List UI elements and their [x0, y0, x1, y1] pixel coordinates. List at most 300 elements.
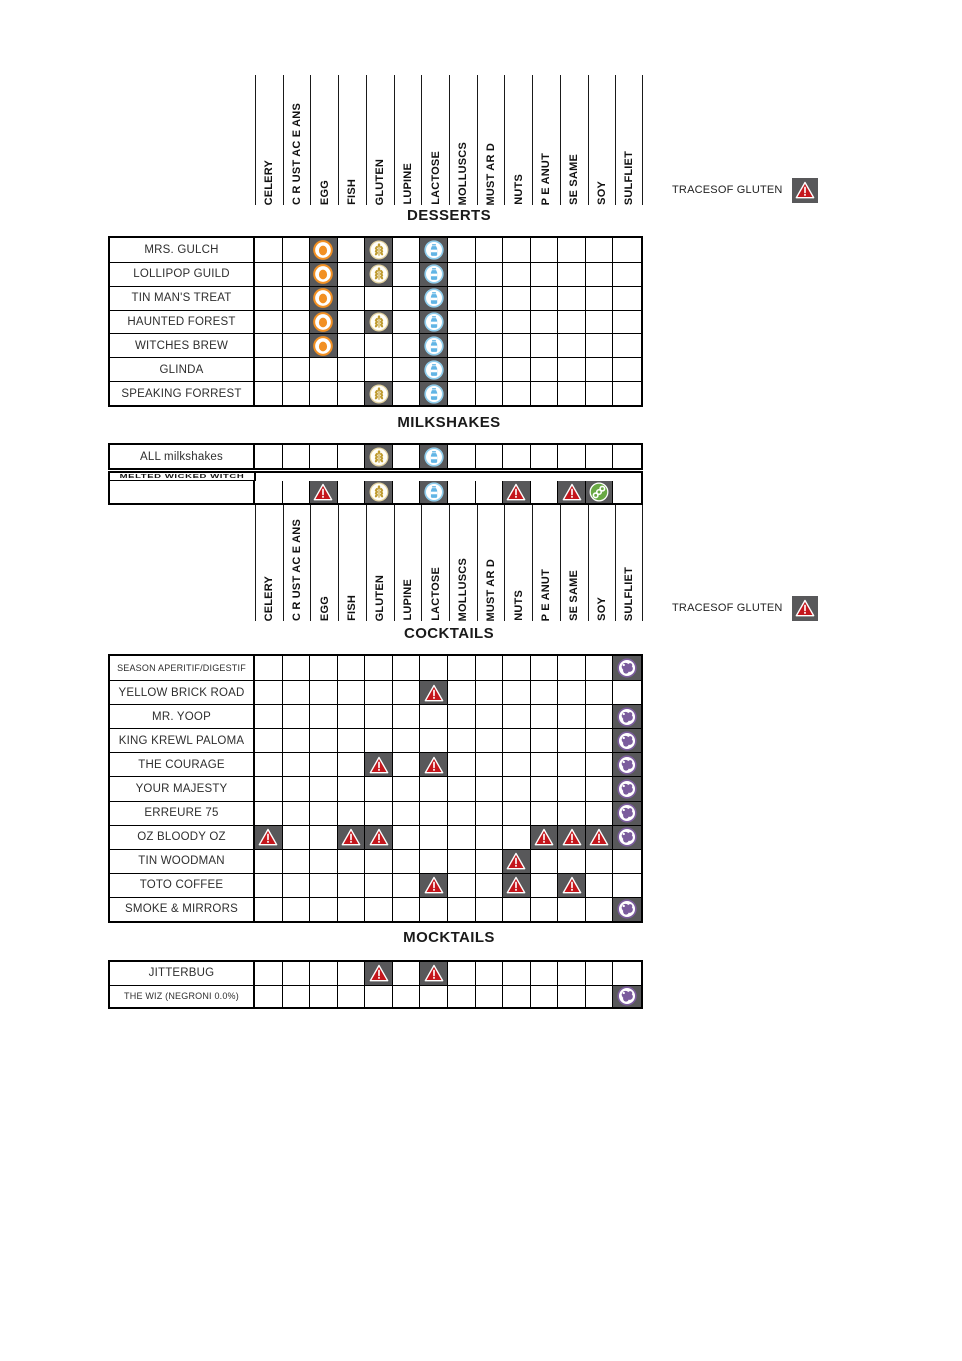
- traces-warning-icon: [506, 876, 526, 894]
- table-row: [110, 962, 641, 985]
- allergen-cell: [255, 445, 283, 468]
- allergen-cell: [420, 849, 448, 873]
- allergen-column-label: C R UST AC E ANS: [291, 102, 304, 205]
- allergen-cell: [558, 481, 586, 503]
- allergen-cell: [310, 825, 338, 849]
- allergen-cell: [283, 962, 311, 985]
- allergen-cell: [531, 357, 559, 381]
- allergen-column-label: FISH: [346, 179, 359, 205]
- allergen-column-header: [449, 505, 477, 621]
- table-row: [110, 849, 641, 873]
- allergen-column-label: LUPINE: [401, 163, 414, 205]
- traces-warning-icon: [534, 828, 554, 846]
- allergen-cell: [448, 897, 476, 921]
- allergen-cell: [365, 286, 393, 310]
- allergen-cell: [310, 962, 338, 985]
- allergen-cell: [476, 481, 504, 503]
- allergen-cell: [310, 985, 338, 1008]
- lactose-allergen-icon: [424, 312, 444, 332]
- table-row: [110, 776, 641, 800]
- allergen-cell: [420, 238, 448, 262]
- allergen-cell: [365, 985, 393, 1008]
- gluten-allergen-icon: [369, 264, 389, 284]
- allergen-column-header: [615, 505, 643, 621]
- allergen-cell: [586, 286, 614, 310]
- allergen-cell: [420, 381, 448, 405]
- allergen-cell: [503, 776, 531, 800]
- gluten-allergen-icon: [369, 240, 389, 260]
- allergen-cell: [310, 897, 338, 921]
- allergen-cell: [310, 445, 338, 468]
- gluten-allergen-icon: [369, 482, 389, 502]
- allergen-column-label: CELERY: [263, 575, 276, 621]
- allergen-cell: [503, 481, 531, 503]
- allergen-cell: [613, 656, 641, 680]
- allergen-cell: [338, 825, 366, 849]
- sulphites-allergen-icon: [617, 658, 637, 678]
- allergen-column-label: MOLLUSCS: [457, 557, 470, 621]
- allergen-cell: [531, 776, 559, 800]
- sulphites-allergen-icon: [617, 707, 637, 727]
- allergen-cell: [365, 262, 393, 286]
- allergen-cell: [255, 238, 283, 262]
- traces-warning-icon: [313, 483, 333, 501]
- allergen-cell: [448, 445, 476, 468]
- allergen-cell: [586, 333, 614, 357]
- allergen-cell: [310, 704, 338, 728]
- allergen-cell: [613, 825, 641, 849]
- allergen-column-label: NUTS: [512, 174, 525, 205]
- allergen-cell: [586, 873, 614, 897]
- allergen-cell: [531, 962, 559, 985]
- allergen-cell: [448, 310, 476, 334]
- allergen-cell: [393, 776, 421, 800]
- allergen-cell: [613, 728, 641, 752]
- allergen-cell: [283, 445, 311, 468]
- allergen-column-header: [421, 505, 449, 621]
- table-row: [110, 704, 641, 728]
- allergen-column-header: [283, 75, 311, 205]
- allergen-cell: [420, 680, 448, 704]
- traces-legend-1: [672, 177, 818, 203]
- allergen-cell: [338, 897, 366, 921]
- lactose-allergen-icon: [424, 264, 444, 284]
- allergen-cell: [558, 357, 586, 381]
- traces-legend-label: TRACESOF GLUTEN: [672, 602, 783, 614]
- table-row: [110, 445, 641, 468]
- allergen-cell: [283, 333, 311, 357]
- allergen-column-header: [615, 75, 643, 205]
- allergen-cell: [531, 381, 559, 405]
- allergen-cell: [255, 656, 283, 680]
- allergen-cell: [476, 752, 504, 776]
- allergen-cell: [310, 873, 338, 897]
- allergen-cell: [476, 238, 504, 262]
- allergen-column-label: FISH: [346, 595, 359, 621]
- allergen-cell: [476, 873, 504, 897]
- allergen-column-header: [477, 505, 505, 621]
- allergen-cell: [338, 381, 366, 405]
- allergen-cell: [283, 310, 311, 334]
- allergen-cell: [586, 656, 614, 680]
- allergen-cell: [613, 873, 641, 897]
- allergen-cell: [503, 704, 531, 728]
- allergen-cell: [283, 381, 311, 405]
- traces-warning-icon: [341, 828, 361, 846]
- allergen-cell: [255, 897, 283, 921]
- allergen-cell: [255, 381, 283, 405]
- allergen-cell: [448, 873, 476, 897]
- allergen-cell: [393, 680, 421, 704]
- allergen-column-label: SULFLIET: [623, 566, 636, 621]
- traces-warning-icon-box: [792, 178, 818, 203]
- allergen-cell: [255, 262, 283, 286]
- allergen-cell: [531, 801, 559, 825]
- sulphites-allergen-icon: [617, 755, 637, 775]
- allergen-cell: [283, 680, 311, 704]
- allergen-cell: [393, 962, 421, 985]
- allergen-cell: [586, 801, 614, 825]
- allergen-cell: [586, 445, 614, 468]
- allergen-cell: [531, 445, 559, 468]
- allergen-cell: [365, 445, 393, 468]
- gluten-allergen-icon: [369, 384, 389, 404]
- allergen-cell: [283, 728, 311, 752]
- allergen-cell: [476, 381, 504, 405]
- allergen-cell: [586, 704, 614, 728]
- allergen-cell: [365, 752, 393, 776]
- allergen-cell: [393, 728, 421, 752]
- table-row: [110, 873, 641, 897]
- allergen-column-label: SULFLIET: [623, 150, 636, 205]
- allergen-column-label: SOY: [595, 181, 608, 205]
- allergen-cell: [420, 776, 448, 800]
- allergen-cell: [558, 962, 586, 985]
- allergen-cell: [503, 381, 531, 405]
- allergen-cell: [586, 238, 614, 262]
- row-label: WITCHES BREW: [110, 333, 255, 357]
- allergen-cell: [448, 238, 476, 262]
- allergen-cell: [448, 381, 476, 405]
- allergen-cell: [255, 357, 283, 381]
- allergen-column-label: EGG: [318, 179, 331, 205]
- allergen-cell: [255, 873, 283, 897]
- traces-legend-2: [672, 595, 818, 621]
- allergen-cell: [531, 752, 559, 776]
- allergen-cell: [283, 825, 311, 849]
- allergen-cell: [310, 481, 338, 503]
- allergen-cell: [531, 985, 559, 1008]
- allergen-cell: [531, 897, 559, 921]
- traces-warning-icon: [506, 852, 526, 870]
- allergen-cell: [613, 801, 641, 825]
- milkshakes-melted-table: [108, 471, 643, 505]
- allergen-cell: [338, 238, 366, 262]
- allergen-cell: [586, 381, 614, 405]
- allergen-cell: [558, 445, 586, 468]
- allergen-cell: [586, 985, 614, 1008]
- allergen-cell: [255, 704, 283, 728]
- allergen-cell: [365, 333, 393, 357]
- gluten-allergen-icon: [369, 447, 389, 467]
- allergen-cell: [558, 680, 586, 704]
- allergen-column-label: EGG: [318, 595, 331, 621]
- allergen-cell: [255, 680, 283, 704]
- row-label: THE COURAGE: [110, 752, 255, 776]
- allergen-cell: [393, 381, 421, 405]
- allergen-cell: [503, 752, 531, 776]
- allergen-cell: [613, 985, 641, 1008]
- allergen-cell: [531, 238, 559, 262]
- allergen-cell: [283, 656, 311, 680]
- allergen-cell: [448, 752, 476, 776]
- allergen-cell: [448, 962, 476, 985]
- allergen-cell: [365, 897, 393, 921]
- allergen-column-label: P E ANUT: [540, 568, 553, 621]
- allergen-cell: [393, 310, 421, 334]
- allergen-cell: [558, 238, 586, 262]
- allergen-cell: [586, 262, 614, 286]
- allergen-cell: [310, 381, 338, 405]
- table-row: [110, 897, 641, 921]
- allergen-cell: [558, 704, 586, 728]
- allergen-cell: [613, 238, 641, 262]
- allergen-cell: [338, 962, 366, 985]
- row-label: TIN MAN'S TREAT: [110, 286, 255, 310]
- allergen-cell: [503, 656, 531, 680]
- allergen-cell: [420, 310, 448, 334]
- allergen-cell: [531, 310, 559, 334]
- traces-warning-icon: [369, 756, 389, 774]
- sulphites-allergen-icon: [617, 899, 637, 919]
- section-title-milkshakes: MILKSHAKES: [397, 414, 501, 431]
- allergen-cell: [476, 897, 504, 921]
- allergen-cell: [310, 357, 338, 381]
- traces-legend-label: TRACESOF GLUTEN: [672, 184, 783, 196]
- allergen-cell: [255, 985, 283, 1008]
- allergen-column-header: [560, 75, 588, 205]
- allergen-column-label: MUST AR D: [485, 558, 498, 621]
- traces-warning-icon: [424, 964, 444, 982]
- row-label: LOLLIPOP GUILD: [110, 262, 255, 286]
- allergen-cell: [393, 286, 421, 310]
- allergen-cell: [420, 897, 448, 921]
- allergen-cell: [613, 333, 641, 357]
- allergen-cell: [476, 849, 504, 873]
- allergen-cell: [613, 897, 641, 921]
- allergen-cell: [448, 825, 476, 849]
- allergen-cell: [283, 873, 311, 897]
- allergen-cell: [558, 262, 586, 286]
- allergen-column-header: [338, 505, 366, 621]
- egg-allergen-icon: [313, 264, 333, 284]
- allergen-cell: [448, 680, 476, 704]
- traces-warning-icon: [562, 876, 582, 894]
- allergen-cell: [255, 962, 283, 985]
- lactose-allergen-icon: [424, 384, 444, 404]
- allergen-cell: [448, 849, 476, 873]
- allergen-cell: [558, 752, 586, 776]
- row-label: YOUR MAJESTY: [110, 776, 255, 800]
- row-label: TOTO COFFEE: [110, 873, 255, 897]
- allergen-cell: [310, 333, 338, 357]
- allergen-cell: [503, 897, 531, 921]
- allergen-cell: [586, 897, 614, 921]
- allergen-cell: [613, 286, 641, 310]
- allergen-cell: [448, 656, 476, 680]
- allergen-cell: [476, 286, 504, 310]
- allergen-cell: [503, 333, 531, 357]
- traces-warning-icon: [589, 828, 609, 846]
- allergen-cell: [503, 445, 531, 468]
- traces-warning-icon: [795, 599, 815, 617]
- allergen-cell: [448, 704, 476, 728]
- allergen-cell: [586, 825, 614, 849]
- allergen-cell: [503, 680, 531, 704]
- allergen-cell: [283, 849, 311, 873]
- allergen-column-header: [310, 75, 338, 205]
- desserts-table: [108, 236, 643, 407]
- table-row: [110, 357, 641, 381]
- row-label: JITTERBUG: [110, 962, 255, 985]
- allergen-cell: [531, 262, 559, 286]
- lactose-allergen-icon: [424, 360, 444, 380]
- allergen-cell: [476, 728, 504, 752]
- allergen-cell: [503, 962, 531, 985]
- allergen-column-header: [504, 505, 532, 621]
- allergen-cell: [310, 656, 338, 680]
- table-row: [110, 752, 641, 776]
- traces-warning-icon: [424, 684, 444, 702]
- row-label: KING KREWL PALOMA: [110, 728, 255, 752]
- table-row: [110, 985, 641, 1008]
- egg-allergen-icon: [313, 240, 333, 260]
- allergen-cell: [338, 752, 366, 776]
- row-label: YELLOW BRICK ROAD: [110, 680, 255, 704]
- allergen-cell: [365, 381, 393, 405]
- allergen-cell: [476, 825, 504, 849]
- allergen-cell: [586, 357, 614, 381]
- allergen-column-label: SE SAME: [568, 154, 581, 205]
- allergen-cell: [310, 728, 338, 752]
- allergen-cell: [476, 801, 504, 825]
- allergen-column-header: [477, 75, 505, 205]
- allergen-cell: [338, 656, 366, 680]
- allergen-cell: [393, 333, 421, 357]
- allergen-column-header: [338, 75, 366, 205]
- allergen-cell: [448, 481, 476, 503]
- allergen-cell: [476, 656, 504, 680]
- allergen-cell: [420, 801, 448, 825]
- allergen-cell: [255, 849, 283, 873]
- allergen-cell: [586, 776, 614, 800]
- allergen-cell: [503, 825, 531, 849]
- allergen-cell: [476, 357, 504, 381]
- row-label: SEASON APERITIF/DIGESTIF: [110, 656, 255, 680]
- allergen-cell: [310, 776, 338, 800]
- allergen-cell: [393, 656, 421, 680]
- allergen-cell: [393, 897, 421, 921]
- allergen-cell: [365, 310, 393, 334]
- allergen-cell: [476, 445, 504, 468]
- allergen-cell: [283, 481, 311, 503]
- allergen-cell: [283, 357, 311, 381]
- allergen-cell: [503, 310, 531, 334]
- allergen-cell: [613, 680, 641, 704]
- melted-row-label: MELTED WICKED WITCH: [119, 473, 245, 480]
- allergen-cell: [420, 262, 448, 286]
- allergen-cell: [420, 445, 448, 468]
- allergen-cell: [420, 481, 448, 503]
- allergen-cell: [393, 357, 421, 381]
- allergen-cell: [255, 286, 283, 310]
- allergen-cell: [503, 849, 531, 873]
- sulphites-allergen-icon: [617, 731, 637, 751]
- allergen-cell: [448, 801, 476, 825]
- allergen-cell: [365, 357, 393, 381]
- allergen-cell: [613, 381, 641, 405]
- section-title-cocktails: COCKTAILS: [404, 625, 494, 642]
- allergen-cell: [558, 286, 586, 310]
- allergen-cell: [338, 445, 366, 468]
- table-row: [110, 310, 641, 334]
- allergen-cell: [558, 333, 586, 357]
- allergen-cell: [338, 849, 366, 873]
- allergen-column-header: [560, 505, 588, 621]
- allergen-cell: [531, 728, 559, 752]
- allergen-cell: [393, 262, 421, 286]
- allergen-cell: [420, 357, 448, 381]
- allergen-cell: [365, 656, 393, 680]
- allergen-column-label: SE SAME: [568, 570, 581, 621]
- allergen-column-header: [532, 75, 560, 205]
- allergen-cell: [613, 445, 641, 468]
- allergen-cell: [476, 333, 504, 357]
- allergen-cell: [558, 381, 586, 405]
- allergen-cell: [613, 962, 641, 985]
- allergen-cell: [393, 985, 421, 1008]
- allergen-column-header: [310, 505, 338, 621]
- table-row: [110, 481, 641, 503]
- allergen-cell: [558, 849, 586, 873]
- allergen-cell: [448, 728, 476, 752]
- allergen-cell: [420, 752, 448, 776]
- soy-allergen-icon: [589, 482, 609, 502]
- allergen-column-label: NUTS: [512, 590, 525, 621]
- allergen-cell: [476, 776, 504, 800]
- egg-allergen-icon: [313, 336, 333, 356]
- allergen-cell: [283, 801, 311, 825]
- allergen-header-row-2: [255, 505, 643, 621]
- milkshakes-all-table: [108, 443, 643, 470]
- sulphites-allergen-icon: [617, 827, 637, 847]
- allergen-cell: [531, 481, 559, 503]
- allergen-cell: [365, 238, 393, 262]
- row-label: ALL milkshakes: [110, 445, 255, 468]
- allergen-column-label: LACTOSE: [429, 567, 442, 621]
- allergen-cell: [476, 310, 504, 334]
- egg-allergen-icon: [313, 288, 333, 308]
- gluten-allergen-icon: [369, 312, 389, 332]
- table-row: [110, 381, 641, 405]
- allergen-cell: [448, 985, 476, 1008]
- allergen-cell: [338, 262, 366, 286]
- allergen-cell: [503, 357, 531, 381]
- allergen-cell: [586, 481, 614, 503]
- allergen-cell: [420, 728, 448, 752]
- allergen-cell: [503, 728, 531, 752]
- allergen-cell: [338, 286, 366, 310]
